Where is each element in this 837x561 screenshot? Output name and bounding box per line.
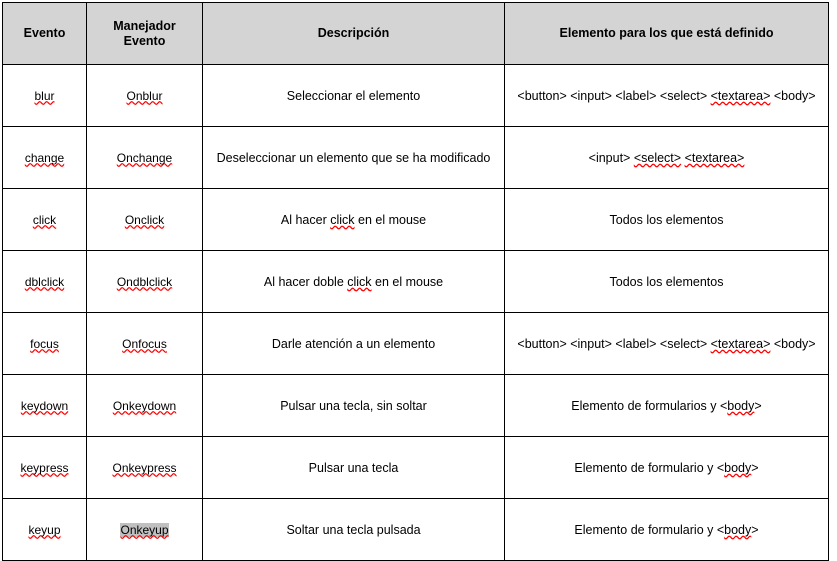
cell-evento [3,189,87,251]
misspelled-text-run: dblclick [24,274,65,289]
table-header [3,3,829,65]
cell-descripcion [203,65,505,127]
misspelled-text-run: Onfocus [122,336,167,351]
table-row [3,127,829,189]
misspelled-text-run: Onblur [126,88,163,103]
misspelled-text-run: Onkeyup [120,522,169,537]
text-run: Al hacer doble [263,274,348,289]
text-run: Elemento de formulario y < [574,522,725,537]
text-run: en el mouse [354,212,427,227]
misspelled-text-run: focus [30,336,59,351]
text-run: Elemento de formularios y < [571,398,728,413]
misspelled-text-run: <select> [633,150,682,165]
misspelled-text-run: keyup [28,522,61,537]
misspelled-text-run: <textarea> [684,150,745,165]
column-header-elemento: Elemento para los que está definido [505,3,829,65]
cell-elemento-definido [505,499,829,561]
cell-manejador-evento [87,251,203,313]
cell-elemento-definido [505,375,829,437]
cell-evento [3,65,87,127]
cell-descripcion [203,189,505,251]
text-run: > [751,460,759,475]
table-row [3,251,829,313]
text-run: <body> [770,88,816,103]
cell-manejador-evento [87,65,203,127]
cell-elemento-definido [505,65,829,127]
cell-evento [3,127,87,189]
cell-manejador-evento [87,189,203,251]
cell-elemento-definido [505,437,829,499]
cell-elemento-definido [505,189,829,251]
misspelled-text-run: Onclick [124,212,165,227]
column-header-manejador-line1: Manejador [113,18,176,33]
cell-evento [3,251,87,313]
misspelled-text-run: body [724,522,752,537]
text-run: <input> [588,150,634,165]
events-reference-table [2,2,829,561]
misspelled-text-run: Onkeydown [112,398,177,413]
misspelled-text-run: Onchange [116,150,173,165]
cell-manejador-evento [87,313,203,375]
text-run: Soltar una tecla pulsada [286,522,421,537]
misspelled-text-run: change [24,150,65,165]
text-run: Pulsar una tecla [308,460,399,475]
text-run: <body> [770,336,816,351]
cell-descripcion [203,313,505,375]
table-row [3,375,829,437]
table-row [3,437,829,499]
text-run: <button> <input> <label> <select> [517,88,711,103]
text-run: en el mouse [371,274,444,289]
text-run: Darle atención a un elemento [271,336,436,351]
misspelled-text-run: keydown [20,398,69,413]
cell-evento [3,499,87,561]
misspelled-text-run: <textarea> [710,336,771,351]
misspelled-text-run: click [330,212,355,227]
cell-manejador-evento [87,499,203,561]
cell-evento [3,313,87,375]
misspelled-text-run: keypress [20,460,69,475]
text-run: Al hacer [280,212,331,227]
cell-elemento-definido [505,251,829,313]
cell-descripcion [203,375,505,437]
column-header-manejador-evento [87,3,203,65]
misspelled-text-run: <textarea> [710,88,771,103]
cell-elemento-definido [505,313,829,375]
text-run: Seleccionar el elemento [286,88,421,103]
misspelled-text-run: Onkeypress [112,460,177,475]
table-row [3,65,829,127]
cell-evento [3,375,87,437]
misspelled-text-run: click [347,274,372,289]
text-run: Deseleccionar un elemento que se ha modificado [216,150,491,165]
misspelled-text-run: body [727,398,755,413]
text-run: Pulsar una tecla, sin soltar [280,398,427,413]
misspelled-text-run: body [724,460,752,475]
cell-manejador-evento [87,127,203,189]
cell-manejador-evento [87,437,203,499]
column-header-descripcion: Descripción [203,3,505,65]
column-header-evento: Evento [3,3,87,65]
text-run: > [751,522,759,537]
cell-elemento-definido [505,127,829,189]
cell-evento [3,437,87,499]
misspelled-text-run: click [32,212,57,227]
cell-manejador-evento [87,375,203,437]
table-row [3,499,829,561]
table-header-row [3,3,829,65]
cell-descripcion [203,499,505,561]
table-body [3,65,829,561]
text-run: Todos los elementos [609,274,724,289]
text-run: <button> <input> <label> <select> [517,336,711,351]
cell-descripcion [203,127,505,189]
table-row [3,313,829,375]
table-row [3,189,829,251]
misspelled-text-run: Ondblclick [116,274,173,289]
text-run: Elemento de formulario y < [574,460,725,475]
text-run: Todos los elementos [609,212,724,227]
cell-descripcion [203,251,505,313]
text-run: > [754,398,762,413]
cell-descripcion [203,437,505,499]
misspelled-text-run: blur [34,88,55,103]
column-header-manejador-line2: Evento [123,33,166,48]
